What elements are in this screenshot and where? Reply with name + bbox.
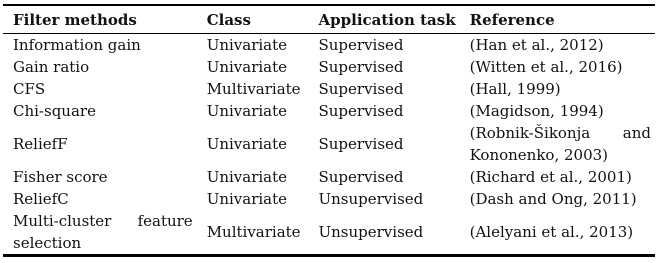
table-body xyxy=(3,34,655,256)
header-row xyxy=(3,5,655,34)
cell-reference: (Hall, 1999) xyxy=(469,80,561,98)
cell-task: Supervised xyxy=(318,168,404,186)
cell-class: Univariate xyxy=(206,36,288,54)
table-row xyxy=(3,56,655,78)
table-row xyxy=(3,78,655,100)
cell-reference: (Magidson, 1994) xyxy=(469,102,604,120)
cell-reference: (Alelyani et al., 2013) xyxy=(469,223,634,241)
cell-class: Multivariate xyxy=(206,223,301,241)
cell-class: Univariate xyxy=(206,58,288,76)
cell-class: Univariate xyxy=(206,135,288,153)
table-row xyxy=(3,122,655,166)
cell-task: Supervised xyxy=(318,135,404,153)
cell-task: Supervised xyxy=(318,80,404,98)
cell-task: Supervised xyxy=(318,102,404,120)
cell-class: Univariate xyxy=(206,190,288,208)
header-application-task: Application task xyxy=(318,10,456,29)
header-reference: Reference xyxy=(469,10,555,29)
cell-class: Univariate xyxy=(206,168,288,186)
cell-reference: (Richard et al., 2001) xyxy=(469,168,632,186)
header-filter-methods: Filter methods xyxy=(13,10,137,29)
cell-reference: (Robnik-Šikonja and Kononenko, 2003) xyxy=(469,124,651,164)
cell-method: CFS xyxy=(13,80,46,98)
cell-task: Supervised xyxy=(318,36,404,54)
table-row xyxy=(3,210,655,256)
cell-method: ReliefC xyxy=(13,190,69,208)
cell-method: Fisher score xyxy=(13,168,108,186)
filter-methods-table xyxy=(3,4,655,257)
header-class: Class xyxy=(206,10,251,29)
cell-class: Multivariate xyxy=(206,80,301,98)
cell-method: ReliefF xyxy=(13,135,68,153)
cell-task: Unsupervised xyxy=(318,190,424,208)
table-row xyxy=(3,188,655,210)
cell-method: Information gain xyxy=(13,36,141,54)
cell-task: Unsupervised xyxy=(318,223,424,241)
table-header xyxy=(3,5,655,34)
cell-method: Chi-square xyxy=(13,102,96,120)
cell-reference: (Dash and Ong, 2011) xyxy=(469,190,637,208)
cell-class: Univariate xyxy=(206,102,288,120)
cell-method: Gain ratio xyxy=(13,58,90,76)
table-row xyxy=(3,34,655,57)
cell-reference: (Witten et al., 2016) xyxy=(469,58,623,76)
table-row xyxy=(3,166,655,188)
cell-reference: (Han et al., 2012) xyxy=(469,36,604,54)
table-row xyxy=(3,100,655,122)
cell-task: Supervised xyxy=(318,58,404,76)
cell-method: Multi-cluster feature selection xyxy=(13,212,193,252)
